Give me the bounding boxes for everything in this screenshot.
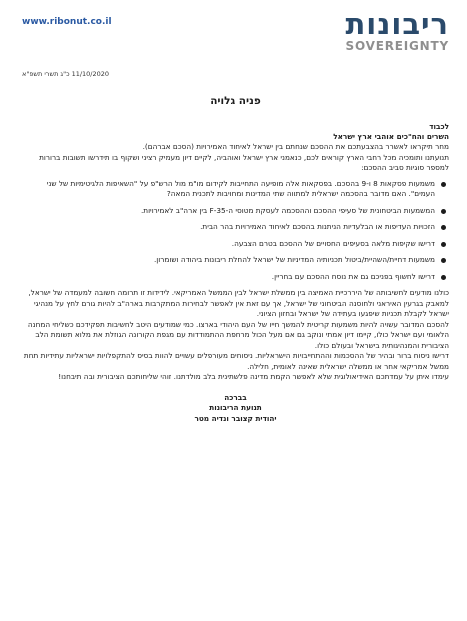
bullet-icon <box>441 209 446 214</box>
list-item <box>22 272 435 283</box>
signature-names: יהודית קצובר ונדיה מטר <box>194 413 277 423</box>
addressee-block <box>22 122 449 142</box>
bullet-icon <box>441 182 446 187</box>
list-item-text: משמעות דחיית/השהיית/ביטול תכניותיה המדיניות של ישראל להחלת ריבונות ביהודה ושומרון. <box>153 255 435 264</box>
signature-greeting: בברכה <box>224 392 247 402</box>
list-item-text: דרישו שקיפות מלאה בסעיפים החסויים של ההסכם בטרם הצבעה. <box>231 238 435 248</box>
list-item <box>22 179 435 200</box>
list-item <box>22 239 435 250</box>
list-item <box>22 255 435 266</box>
paragraph-1: תנועתנו ותומכיה מכל רחבי הארץ קוראים לכם, כנאמני ארץ ישראל ואוהביה, לקיים דיון מעמיק רציני ושקוף בו תידרשו תשובות ברורות למספר סוגיות סביב ההסכם: <box>39 152 449 172</box>
signature-organization: תנועת הריבונות <box>209 403 262 412</box>
intro-paragraph: מחר תיקראו לאשרר בהצבעתכם את ההסכם שנחתם בין ישראל לאיחוד האמירויות (הסכם אברהם). <box>142 142 449 151</box>
paragraph-4: דרישו ניסוח ברור ובהיר של ההסכמות וההתחייבויות הישראליות. ניסוחים מעורפלים עשויים להוות בסיס להתקפלויות ישראליות עתידיות תחת ממשל אמריקאי אחר או ממשלה ישראלית שאינה לאומית, חלילה. <box>23 351 449 371</box>
list-item <box>22 222 435 233</box>
website-url: www.ribonut.co.il <box>22 17 112 27</box>
list-item <box>22 206 435 217</box>
addressee-line-2: השרים והח"כים אוהבי ארץ ישראל <box>333 132 449 141</box>
bullet-icon <box>441 275 446 280</box>
bullet-icon <box>441 242 446 247</box>
bullet-icon <box>441 225 446 230</box>
letter-body <box>22 92 449 424</box>
list-item-text: משמעות פסקאות 8 ו-9 בהסכם. בפסקאות אלה מופיעה התחייבות לקידום מו"מ מול הרש"פ על "השאיפות הלגיטימיות של שני העמים". האם מדובר בהסכמה ישראלית למתווה שתי המדינות ומחויבות לתכנית המאה? <box>46 178 435 198</box>
demand-list <box>22 179 449 283</box>
paragraph-2: כולנו מודעים לחשיבותה של היררכיית האמיצה בין ממשלת ישראל לבין הממשל האמריקאי. לידידות זו תרומה חשובה למעמדה של ישראל, למאבק בגרעין האיראני ולחוסנה הביטחוני של ישראל, אך עם זאת אין לאפשר לבחירות המתקרבות בארה"ב להיות גורם לחץ על מנהיגי ישראל לקבלת תכניות שיפגעו בעתידה של ישראל ובחזון הציוני. <box>28 288 449 318</box>
sovereignty-logo <box>331 9 449 53</box>
list-item-text: דרישו לחשוף בפניכם גם את נוסח ההסכם עם בחריין. <box>271 271 435 281</box>
letter-title: פניה גלויה <box>210 95 261 107</box>
list-item-text: המשמעות הביטחונית של סעיפי ההסכם וההסכמה לעסקת מטוסי ה-F-35 בין ארה"ב לאמירויות. <box>140 205 435 215</box>
signature-block <box>22 393 449 425</box>
paragraph-5: עימדו איתן על עמדתכם האידיאולוגית שלא לאפשר הקמת מדינה פלשתינית בלב מולדתנו. זוהי שליחותכם הציבורית ובה תיבחנו! <box>58 372 449 381</box>
list-item-text: הזכויות העדיפות או הבלעדיות הניתנות בהסכם לאיחוד האמירויות בהר הבית. <box>200 222 435 231</box>
logo-english-text: SOVEREIGNTY <box>345 39 449 53</box>
letter-date: 11/10/2020 כ"ג תשרי תשפ"א <box>22 70 110 78</box>
logo-hebrew-text: ריבונות <box>345 7 449 41</box>
addressee-line-1: לכבוד <box>429 122 449 131</box>
bullet-icon <box>441 258 446 263</box>
paragraph-3: להסכם המדובר עשויה להיות משמעות קריטית להמשך חייו של העם היהודי בארצו. כמי שמודעים היטב לחשיבות תפקידכם כשליחי המחנה הלאומי ועם ישראל כולו, קיימו דיון אמתי ונוקב גם אם מעל הכול מרחפת ההתמודדות עם מגפת הקורונה הגוזלת את מלוא תשומת הלב הציבורית והמנהיגותית בישראל ובעולם כולו. <box>27 319 449 350</box>
